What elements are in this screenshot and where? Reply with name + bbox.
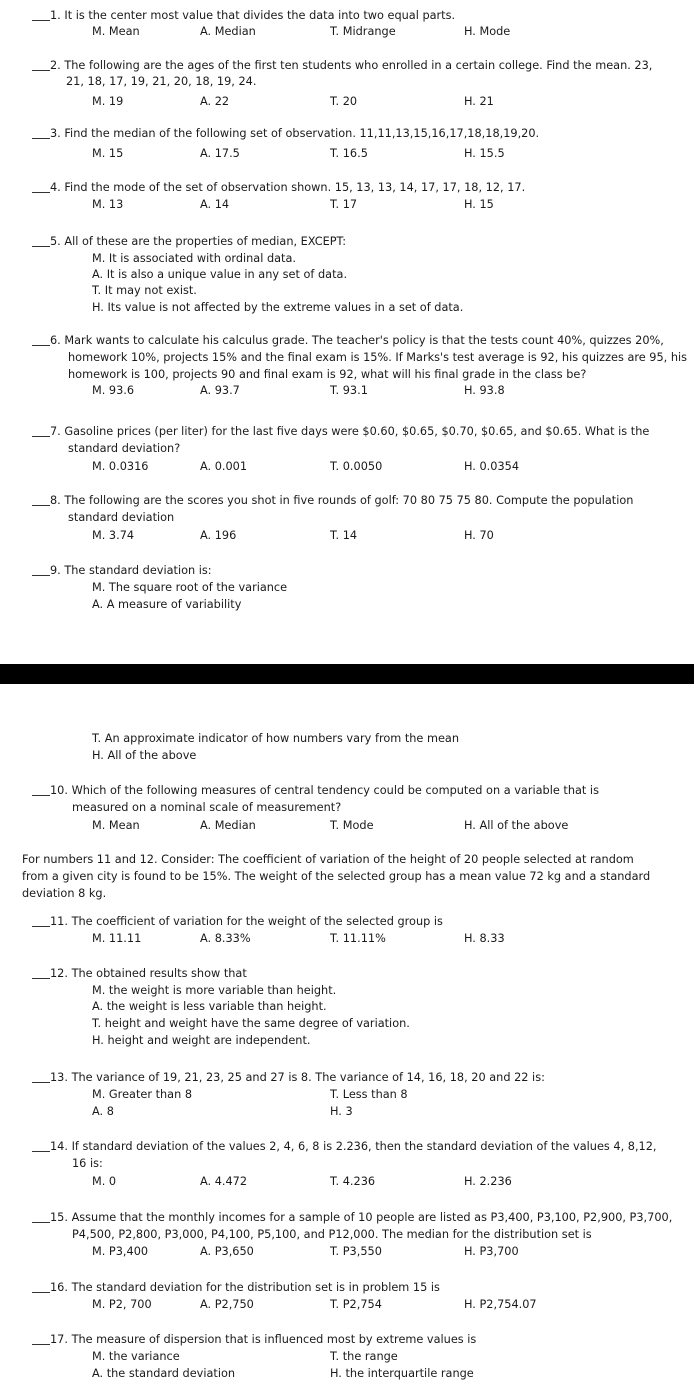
option-h: H. 0.0354 <box>464 460 520 473</box>
question-text: The standard deviation is: <box>64 564 212 577</box>
question-text-line-2: P4,500, P2,800, P3,000, P4,100, P5,100, and P12,000. The median for the distribution set is <box>72 1228 592 1241</box>
answer-blank[interactable] <box>32 181 50 193</box>
option-h: H. 21 <box>464 95 494 108</box>
option-t: T. An approximate indicator of how numbers vary from the mean <box>92 732 460 745</box>
page-divider <box>0 664 694 684</box>
option-t: T. P2,754 <box>330 1298 382 1311</box>
option-t: T. 11.11% <box>330 932 386 945</box>
question-number: 11. <box>50 915 68 928</box>
question-text: If standard deviation of the values 2, 4, 6, 8 is 2.236, then the standard deviation of the values 4, 8,12, <box>71 1140 657 1153</box>
option-t: T. the range <box>330 1350 398 1363</box>
question-text-line-2: standard deviation? <box>68 442 181 455</box>
option-h: H. 15.5 <box>464 147 505 160</box>
option-m: M. Greater than 8 <box>92 1088 193 1101</box>
option-m: M. 11.11 <box>92 932 142 945</box>
question-number: 17. <box>50 1333 68 1346</box>
option-t: T. 16.5 <box>330 147 368 160</box>
instructions-line-3: deviation 8 kg. <box>22 887 107 900</box>
option-m: M. Mean <box>92 25 140 38</box>
question-number: 14. <box>50 1140 68 1153</box>
option-t: T. Midrange <box>330 25 396 38</box>
option-m: M. 15 <box>92 147 124 160</box>
question-number: 4. <box>50 181 61 194</box>
option-a: A. 4.472 <box>200 1175 248 1188</box>
question-text-line-2: standard deviation <box>68 511 175 524</box>
option-t: T. Less than 8 <box>330 1088 408 1101</box>
question-number: 1. <box>50 9 61 22</box>
question-text: Assume that the monthly incomes for a sample of 10 people are listed as P3,400, P3,100, P2,900, P3,700, <box>71 1211 673 1224</box>
option-t: T. P3,550 <box>330 1245 382 1258</box>
option-m: M. Mean <box>92 819 140 832</box>
option-h: H. height and weight are independent. <box>92 1034 311 1047</box>
question-text: Mark wants to calculate his calculus grade. The teacher's policy is that the tests count 40%, quizzes 20%, <box>64 334 664 347</box>
option-h: H. the interquartile range <box>330 1367 474 1380</box>
question-number: 6. <box>50 334 61 347</box>
question-number: 12. <box>50 967 68 980</box>
answer-blank[interactable] <box>32 127 50 139</box>
question-number: 7. <box>50 425 61 438</box>
option-a: A. A measure of variability <box>92 598 242 611</box>
answer-blank[interactable] <box>32 1071 50 1083</box>
answer-blank[interactable] <box>32 235 50 247</box>
option-a: A. 196 <box>200 529 237 542</box>
option-t: T. 14 <box>330 529 358 542</box>
option-a: A. 0.001 <box>200 460 248 473</box>
question-text: Which of the following measures of central tendency could be computed on a variable that is <box>71 784 599 797</box>
question-number: 5. <box>50 235 61 248</box>
question-text-line-2: 21, 18, 17, 19, 21, 20, 18, 19, 24. <box>66 75 257 88</box>
option-t: T. height and weight have the same degree of variation. <box>92 1017 410 1030</box>
option-h: H. All of the above <box>92 749 197 762</box>
answer-blank[interactable] <box>32 564 50 576</box>
option-a: A. 22 <box>200 95 230 108</box>
option-h: H. 2.236 <box>464 1175 512 1188</box>
answer-blank[interactable] <box>32 915 50 927</box>
question-number: 9. <box>50 564 61 577</box>
question-number: 16. <box>50 1281 68 1294</box>
page-2 <box>0 684 694 1398</box>
option-a: A. 93.7 <box>200 384 240 397</box>
answer-blank[interactable] <box>32 59 50 71</box>
question-text: The variance of 19, 21, 23, 25 and 27 is 8. The variance of 14, 16, 18, 20 and 22 is: <box>71 1071 545 1084</box>
option-m: M. the variance <box>92 1350 180 1363</box>
answer-blank[interactable] <box>32 1333 50 1345</box>
question-text: The standard deviation for the distribution set is in problem 15 is <box>71 1281 440 1294</box>
option-m: M. 3.74 <box>92 529 135 542</box>
option-a: A. the standard deviation <box>92 1367 236 1380</box>
option-h: H. P2,754.07 <box>464 1298 537 1311</box>
option-h: H. 3 <box>330 1105 353 1118</box>
question-text: It is the center most value that divides the data into two equal parts. <box>64 9 456 22</box>
option-a: A. P3,650 <box>200 1245 254 1258</box>
answer-blank[interactable] <box>32 494 50 506</box>
option-h: H. Its value is not affected by the extreme values in a set of data. <box>92 301 464 314</box>
option-a: A. Median <box>200 25 256 38</box>
instructions-line-2: from a given city is found to be 15%. The weight of the selected group has a mean value 72 kg and a standard <box>22 870 651 883</box>
option-t: T. 17 <box>330 198 358 211</box>
option-a: A. 14 <box>200 198 230 211</box>
question-text-line-2: 16 is: <box>72 1157 103 1170</box>
question-text-line-3: homework is 100, projects 90 and final exam is 92, what will his final grade in the class be? <box>68 368 587 381</box>
option-a: A. 8 <box>92 1105 114 1118</box>
question-number: 10. <box>50 784 68 797</box>
option-m: M. The square root of the variance <box>92 581 288 594</box>
option-t: T. 4.236 <box>330 1175 376 1188</box>
option-h: H. 93.8 <box>464 384 505 397</box>
option-m: M. 13 <box>92 198 124 211</box>
question-text: The measure of dispersion that is influenced most by extreme values is <box>71 1333 477 1346</box>
option-a: A. Median <box>200 819 256 832</box>
option-m: M. 0.0316 <box>92 460 149 473</box>
option-a: A. It is also a unique value in any set of data. <box>92 268 348 281</box>
question-text: Find the median of the following set of observation. 11,11,13,15,16,17,18,18,19,20. <box>64 127 540 140</box>
question-text: The following are the scores you shot in five rounds of golf: 70 80 75 75 80. Compute the population <box>64 494 634 507</box>
option-t: T. Mode <box>330 819 374 832</box>
option-h: H. 15 <box>464 198 494 211</box>
question-number: 8. <box>50 494 61 507</box>
question-text: The coefficient of variation for the weight of the selected group is <box>71 915 443 928</box>
option-h: H. 70 <box>464 529 494 542</box>
option-t: T. 20 <box>330 95 358 108</box>
question-number: 2. <box>50 59 61 72</box>
option-m: M. It is associated with ordinal data. <box>92 252 296 265</box>
option-a: A. the weight is less variable than height. <box>92 1000 327 1013</box>
question-number: 13. <box>50 1071 68 1084</box>
option-m: M. 93.6 <box>92 384 135 397</box>
option-h: H. All of the above <box>464 819 569 832</box>
answer-blank[interactable] <box>32 9 50 21</box>
question-text: All of these are the properties of median, EXCEPT: <box>64 235 347 248</box>
instructions-line-1: For numbers 11 and 12. Consider: The coefficient of variation of the height of 20 people selected at random <box>22 853 634 866</box>
question-number: 3. <box>50 127 61 140</box>
option-a: A. P2,750 <box>200 1298 254 1311</box>
answer-blank[interactable] <box>32 1140 50 1152</box>
answer-blank[interactable] <box>32 967 50 979</box>
option-t: T. 93.1 <box>330 384 368 397</box>
option-m: M. the weight is more variable than height. <box>92 984 337 997</box>
option-h: H. 8.33 <box>464 932 505 945</box>
question-text: Find the mode of the set of observation shown. 15, 13, 13, 14, 17, 17, 18, 12, 17. <box>64 181 526 194</box>
page-1 <box>0 0 694 664</box>
answer-blank[interactable] <box>32 334 50 346</box>
answer-blank[interactable] <box>32 1281 50 1293</box>
option-m: M. 19 <box>92 95 124 108</box>
option-t: T. It may not exist. <box>92 284 197 297</box>
option-m: M. 0 <box>92 1175 117 1188</box>
answer-blank[interactable] <box>32 784 50 796</box>
question-text-line-2: homework 10%, projects 15% and the final exam is 15%. If Marks's test average is 92, his quizzes are 95, his <box>68 351 688 364</box>
question-text: The obtained results show that <box>71 967 247 980</box>
option-t: T. 0.0050 <box>330 460 383 473</box>
answer-blank[interactable] <box>32 425 50 437</box>
option-a: A. 17.5 <box>200 147 240 160</box>
answer-blank[interactable] <box>32 1211 50 1223</box>
question-text: Gasoline prices (per liter) for the last five days were $0.60, $0.65, $0.70, $0.65, and $0.65. What is the <box>64 425 650 438</box>
option-a: A. 8.33% <box>200 932 251 945</box>
question-number: 15. <box>50 1211 68 1224</box>
question-text: The following are the ages of the first ten students who enrolled in a certain college. Find the mean. 23, <box>64 59 653 72</box>
option-m: M. P2, 700 <box>92 1298 152 1311</box>
option-h: H. P3,700 <box>464 1245 519 1258</box>
question-text-line-2: measured on a nominal scale of measurement? <box>72 801 342 814</box>
option-m: M. P3,400 <box>92 1245 149 1258</box>
option-h: H. Mode <box>464 25 511 38</box>
